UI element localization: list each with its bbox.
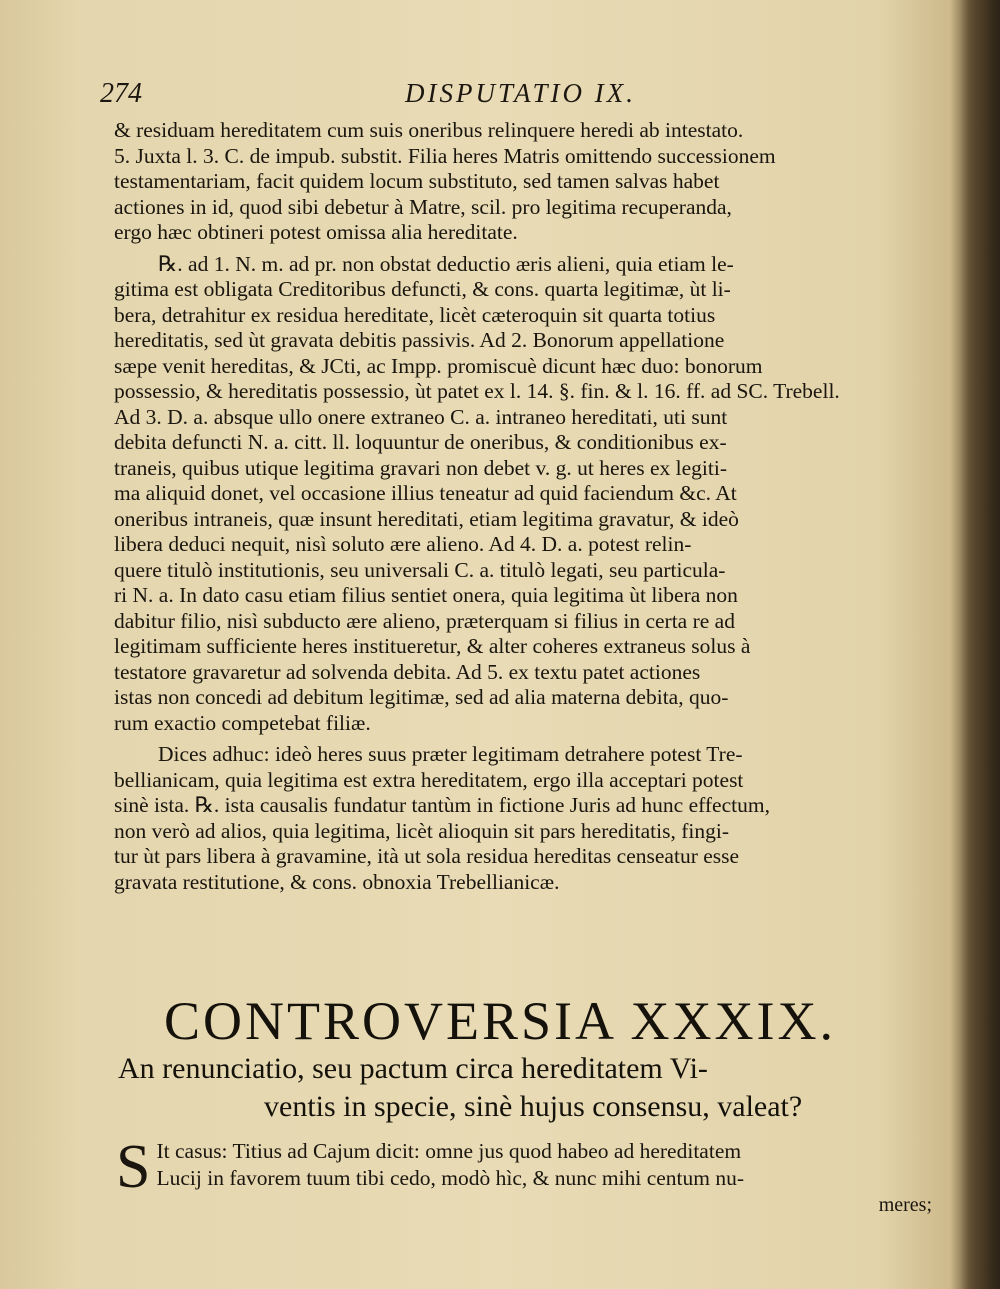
text-line: Ad 3. D. a. absque ullo onere extraneo C. a. intraneo hereditati, uti sunt [114, 404, 728, 429]
text-line: gravata restitutione, & cons. obnoxia Trebellianicæ. [114, 869, 560, 894]
text-line: actiones in id, quod sibi debetur à Matre, scil. pro legitima recuperanda, [114, 194, 732, 219]
text-line: libera deduci nequit, nisì soluto ære alieno. Ad 4. D. a. potest relin- [114, 532, 692, 556]
page-number: 274 [100, 78, 142, 109]
text-line: debita defuncti N. a. citt. ll. loquuntur de oneribus, & conditionibus ex- [114, 430, 727, 454]
controversy-question [118, 1050, 928, 1126]
text-line: sæpe venit hereditas, & JCti, ac Impp. promiscuè dicunt hæc duo: bonorum [114, 353, 763, 378]
text-line: rum exactio competebat filiæ. [114, 710, 371, 735]
text-line: 5. Juxta l. 3. C. de impub. substit. Filia heres Matris omittendo successionem [114, 143, 776, 168]
text-line: testamentariam, facit quidem locum substituto, sed tamen salvas habet [114, 169, 720, 193]
case-paragraph [116, 1133, 936, 1219]
text-line: Dices adhuc: ideò heres suus præter legitimam detrahere potest Tre- [158, 742, 743, 766]
text-line: ℞. ad 1. N. m. ad pr. non obstat deductio æris alieni, quia etiam le- [158, 251, 734, 276]
text-line: tur ùt pars libera à gravamine, ità ut sola residua hereditas censeatur esse [114, 844, 740, 868]
text-line: bellianicam, quia legitima est extra hereditatem, ergo illa acceptari potest [114, 767, 744, 792]
question-line: An renunciatio, seu pactum circa hereditatem Vi- [118, 1052, 708, 1085]
running-head: DISPUTATIO IX. [405, 78, 636, 108]
text-line: quere titulò institutionis, seu universali C. a. titulò legati, seu particula- [114, 557, 726, 582]
controversy-heading: CONTROVERSIA XXXIX. [163, 991, 836, 1051]
text-line: ri N. a. In dato casu etiam filius sentiet onera, quia legitima ùt libera non [114, 583, 738, 607]
text-line: It casus: Titius ad Cajum dicit: omne jus quod habeo ad hereditatem [156, 1139, 742, 1163]
text-line: Lucij in favorem tuum tibi cedo, modò hìc, & nunc mihi centum nu- [156, 1166, 745, 1190]
question-line: ventis in specie, sinè hujus consensu, valeat? [264, 1090, 803, 1123]
text-line: ergo hæc obtineri potest omissa alia hereditate. [114, 220, 518, 244]
text-line: non verò ad alios, quia legitima, licèt alioquin sit pars hereditatis, fingi- [114, 818, 729, 843]
text-line: istas non concedi ad debitum legitimæ, sed ad alia materna debita, quo- [114, 685, 729, 709]
text-line: hereditatis, sed ùt gravata debitis passivis. Ad 2. Bonorum appellatione [114, 328, 725, 352]
text-line: sinè ista. ℞. ista causalis fundatur tantùm in fictione Juris ad hunc effectum, [114, 793, 770, 817]
catchword: meres; [878, 1194, 932, 1216]
text-line: gitima est obligata Creditoribus defuncti, & cons. quarta legitimæ, ùt li- [114, 277, 731, 301]
body-text [114, 118, 934, 895]
text-line: & residuam hereditatem cum suis oneribus relinquere heredi ab intestato. [114, 118, 744, 142]
text-line: ma aliquid donet, vel occasione illius teneatur ad quid faciendum &c. At [114, 481, 737, 505]
text-line: testatore gravaretur ad solvenda debita. Ad 5. ex textu patet actiones [114, 659, 701, 684]
text-line: legitimam sufficiente heres institueretur, & alter coheres extraneus solus à [114, 634, 751, 658]
text-line: possessio, & hereditatis possessio, ùt patet ex l. 14. §. fin. & l. 16. ff. ad SC. Trebell. [114, 379, 840, 403]
text-line: dabitur filio, nisì subducto ære alieno, præterquam si filius in certa re ad [114, 608, 735, 633]
text-line: bera, detrahitur ex residua hereditate, licèt cæteroquin sit quarta totius [114, 302, 716, 327]
text-line: oneribus intraneis, quæ insunt hereditati, etiam legitima gravatur, & ideò [114, 506, 739, 531]
drop-cap: S [116, 1133, 151, 1201]
page-header [100, 78, 960, 118]
text-line: traneis, quibus utique legitima gravari non debet v. g. ut heres ex legiti- [114, 455, 727, 480]
